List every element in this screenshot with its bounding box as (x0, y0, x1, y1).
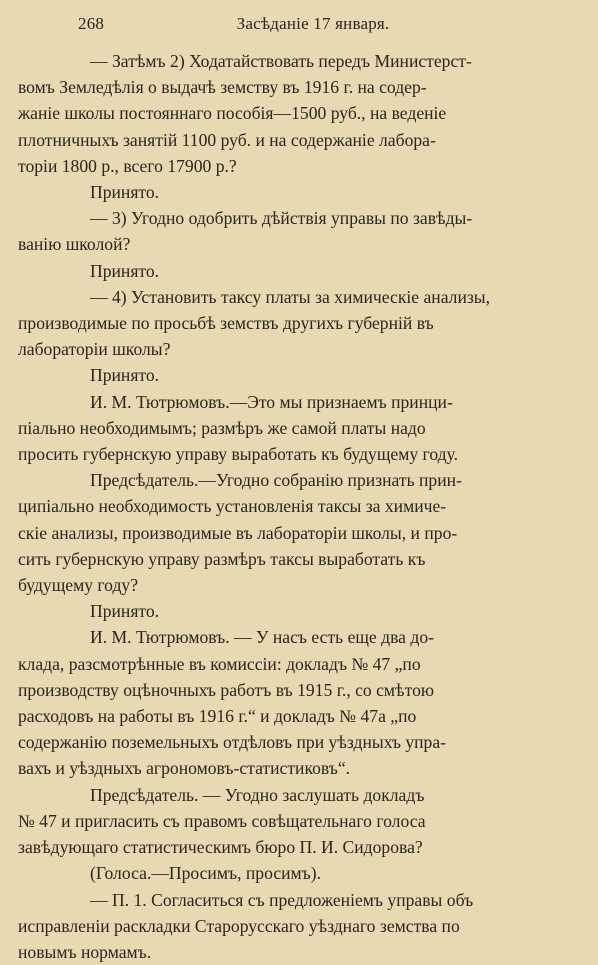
text-line: Предсѣдатель. — Угодно заслушать докладъ (18, 782, 580, 808)
text-line: ципіально необходимость установленія таксы за химиче- (18, 493, 580, 519)
text-line: лабораторіи школы? (18, 336, 580, 362)
text-line: И. М. Тютрюмовъ.—Это мы признаемъ принци- (18, 389, 580, 415)
resolution-text: Принято. (18, 598, 580, 624)
text-line: сить губернскую управу размѣръ таксы выработать къ (18, 546, 580, 572)
paragraph (18, 467, 580, 598)
text-line: просить губернскую управу выработать къ будущему году. (18, 441, 580, 467)
text-line: производству оцѣночныхъ работъ въ 1915 г., со смѣтою (18, 677, 580, 703)
text-line: скіе анализы, производимые въ лабораторіи школы, и про- (18, 520, 580, 546)
text-line: № 47 и пригласить съ правомъ совѣщательнаго голоса (18, 808, 580, 834)
text-line: — Затѣмъ 2) Ходатайствовать передъ Министерст- (18, 48, 580, 74)
paragraph (18, 284, 580, 363)
text-line: жаніе школы постояннаго пособія—1500 руб., на веденіе (18, 100, 580, 126)
text-line: клада, разсмотрѣнные въ комиссіи: докладъ № 47 „по (18, 651, 580, 677)
text-line: исправленіи раскладки Старорусскаго уѣзднаго земства по (18, 913, 580, 939)
page-title: Засѣданіе 17 января. (138, 14, 488, 34)
paragraph (18, 389, 580, 468)
text-line: завѣдующаго статистическимъ бюро П. И. Сидорова? (18, 834, 580, 860)
remark-text: (Голоса.—Просимъ, просимъ). (18, 860, 580, 886)
paragraph (18, 887, 580, 965)
text-line: производимые по просьбѣ земствъ другихъ губерній въ (18, 310, 580, 336)
text-line: расходовъ на работы въ 1916 г.“ и докладъ № 47а „по (18, 703, 580, 729)
resolution-text: Принято. (18, 362, 580, 388)
resolution-text: Принято. (18, 179, 580, 205)
paragraph (18, 48, 580, 179)
text-line: ванію школой? (18, 231, 580, 257)
text-line: будущему году? (18, 572, 580, 598)
text-line: торіи 1800 р., всего 17900 р.? (18, 153, 580, 179)
text-line: вахъ и уѣздныхъ агрономовъ-статистиковъ“. (18, 755, 580, 781)
text-line: — 4) Установить таксу платы за химическіе анализы, (18, 284, 580, 310)
text-line: И. М. Тютрюмовъ. — У насъ есть еще два до- (18, 624, 580, 650)
paragraph (18, 205, 580, 257)
text-line: новымъ нормамъ. (18, 939, 580, 965)
page-header (18, 14, 580, 48)
paragraph (18, 782, 580, 861)
text-line: — П. 1. Согласиться съ предложеніемъ управы объ (18, 887, 580, 913)
resolution-text: Принято. (18, 258, 580, 284)
body-text (18, 48, 580, 965)
text-line: — 3) Угодно одобрить дѣйствія управы по завѣды- (18, 205, 580, 231)
text-line: содержанію поземельныхъ отдѣловъ при уѣздныхъ упра- (18, 729, 580, 755)
paragraph (18, 624, 580, 781)
text-line: плотничныхъ занятій 1100 руб. и на содержаніе лабора- (18, 127, 580, 153)
text-line: піально необходимымъ; размѣръ же самой платы надо (18, 415, 580, 441)
text-line: Предсѣдатель.—Угодно собранію признать прин- (18, 467, 580, 493)
text-line: вомъ Земледѣлія о выдачѣ земству въ 1916 г. на содер- (18, 74, 580, 100)
page-number: 268 (18, 14, 138, 34)
